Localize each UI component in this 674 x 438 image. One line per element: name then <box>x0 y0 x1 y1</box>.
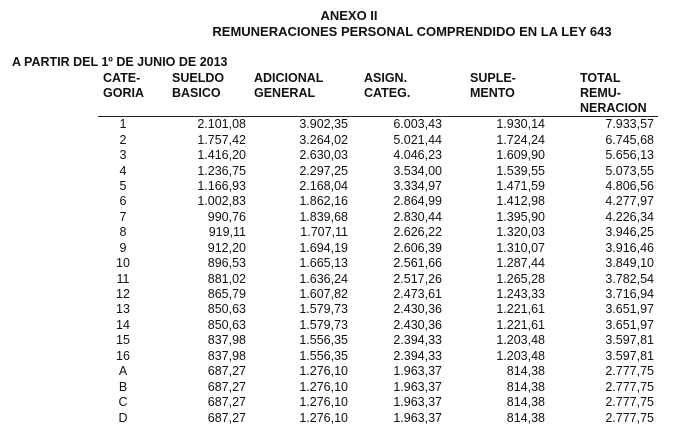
asign-categ-cell: 2.606,39 <box>393 240 442 255</box>
table-row <box>98 163 658 178</box>
sueldo-basico-cell: 687,27 <box>207 395 246 410</box>
asign-categ-cell: 6.003,43 <box>393 117 442 132</box>
total-remuneracion-cell: 3.651,97 <box>605 317 654 332</box>
table-row <box>98 256 658 271</box>
asign-categ-cell: 2.394,33 <box>393 333 442 348</box>
salary-table <box>98 69 658 426</box>
column-header-suplemento <box>454 69 554 117</box>
categoria-cell: 4 <box>119 163 127 178</box>
categoria-cell: 11 <box>116 271 130 286</box>
table-row <box>98 210 658 225</box>
table-row <box>98 318 658 333</box>
adicional-general-cell: 1.862,16 <box>299 194 348 209</box>
header-line: CATE- <box>103 71 141 85</box>
suplemento-cell: 1.395,90 <box>496 209 545 224</box>
header-line: REMU- <box>580 86 621 100</box>
total-remuneracion-cell: 3.597,81 <box>605 333 654 348</box>
asign-categ-cell: 2.430,36 <box>393 302 442 317</box>
table-row <box>98 364 658 379</box>
sueldo-basico-cell: 1.236,75 <box>197 163 246 178</box>
suplemento-cell: 814,38 <box>506 379 545 394</box>
asign-categ-cell: 2.430,36 <box>393 317 442 332</box>
sueldo-basico-cell: 837,98 <box>207 348 246 363</box>
suplemento-cell: 1.539,55 <box>496 163 545 178</box>
asign-categ-cell: 2.561,66 <box>393 256 442 271</box>
asign-categ-cell: 1.963,37 <box>393 395 442 410</box>
table-body <box>98 117 658 426</box>
total-remuneracion-cell: 4.806,56 <box>605 178 654 193</box>
adicional-general-cell: 1.556,35 <box>299 333 348 348</box>
header-line: TOTAL <box>580 71 621 85</box>
adicional-general-cell: 1.607,82 <box>299 287 348 302</box>
categoria-cell: 8 <box>119 225 127 240</box>
total-remuneracion-cell: 7.933,57 <box>605 117 654 132</box>
asign-categ-cell: 4.046,23 <box>393 148 442 163</box>
sueldo-basico-cell: 837,98 <box>207 333 246 348</box>
header-line: SUELDO <box>172 71 225 85</box>
suplemento-cell: 1.287,44 <box>496 256 545 271</box>
sueldo-basico-cell: 912,20 <box>207 240 246 255</box>
table-row <box>98 225 658 240</box>
adicional-general-cell: 1.839,68 <box>299 209 348 224</box>
suplemento-cell: 814,38 <box>506 364 545 379</box>
table-header-row <box>98 69 658 117</box>
column-header-asign-categ <box>356 69 454 117</box>
total-remuneracion-cell: 2.777,75 <box>605 379 654 394</box>
total-remuneracion-cell: 3.916,46 <box>605 240 654 255</box>
total-remuneracion-cell: 2.777,75 <box>605 364 654 379</box>
table-row <box>98 179 658 194</box>
adicional-general-cell: 1.579,73 <box>299 302 348 317</box>
table-row <box>98 117 658 133</box>
total-remuneracion-cell: 2.777,75 <box>605 395 654 410</box>
sueldo-basico-cell: 865,79 <box>207 287 246 302</box>
sueldo-basico-cell: 850,63 <box>207 317 246 332</box>
categoria-cell: C <box>118 395 128 410</box>
sueldo-basico-cell: 2.101,08 <box>197 117 246 132</box>
adicional-general-cell: 1.707,11 <box>300 225 348 240</box>
header-line: CATEG. <box>364 86 411 100</box>
total-remuneracion-cell: 4.277,97 <box>605 194 654 209</box>
asign-categ-cell: 2.864,99 <box>393 194 442 209</box>
header-line: ASIGN. <box>364 71 408 85</box>
header-line: ADICIONAL <box>254 71 324 85</box>
table-row <box>98 395 658 410</box>
categoria-cell: 13 <box>116 302 130 317</box>
table-row <box>98 302 658 317</box>
suplemento-cell: 1.310,07 <box>496 240 545 255</box>
total-remuneracion-cell: 5.656,13 <box>605 148 654 163</box>
adicional-general-cell: 3.902,35 <box>299 117 348 132</box>
suplemento-cell: 1.930,14 <box>496 117 545 132</box>
asign-categ-cell: 3.534,00 <box>393 163 442 178</box>
document-subtitle: REMUNERACIONES PERSONAL COMPRENDIDO EN LA LEY 643 <box>212 24 612 39</box>
asign-categ-cell: 1.963,37 <box>393 410 442 425</box>
adicional-general-cell: 1.276,10 <box>299 364 348 379</box>
total-remuneracion-cell: 4.226,34 <box>605 209 654 224</box>
asign-categ-cell: 1.963,37 <box>393 364 442 379</box>
suplemento-cell: 1.265,28 <box>496 271 545 286</box>
table-row <box>98 410 658 425</box>
header-line: GENERAL <box>254 86 316 100</box>
categoria-cell: 16 <box>116 348 130 363</box>
asign-categ-cell: 2.394,33 <box>393 348 442 363</box>
sueldo-basico-cell: 990,76 <box>207 209 246 224</box>
table-row <box>98 194 658 209</box>
adicional-general-cell: 2.630,03 <box>299 148 348 163</box>
adicional-general-cell: 2.168,04 <box>299 178 348 193</box>
table-row <box>98 241 658 256</box>
categoria-cell: 2 <box>119 132 127 147</box>
sueldo-basico-cell: 850,63 <box>207 302 246 317</box>
categoria-cell: 5 <box>119 178 127 193</box>
categoria-cell: 14 <box>116 317 130 332</box>
column-header-adicional-general <box>246 69 356 117</box>
total-remuneracion-cell: 3.849,10 <box>605 256 654 271</box>
total-remuneracion-cell: 3.716,94 <box>605 287 654 302</box>
categoria-cell: A <box>118 364 128 379</box>
categoria-cell: B <box>118 379 128 394</box>
header-line: BASICO <box>172 86 221 100</box>
total-remuneracion-cell: 3.651,97 <box>605 302 654 317</box>
suplemento-cell: 1.203,48 <box>496 333 545 348</box>
sueldo-basico-cell: 687,27 <box>207 410 246 425</box>
total-remuneracion-cell: 3.597,81 <box>605 348 654 363</box>
categoria-cell: 10 <box>116 256 130 271</box>
table-row <box>98 148 658 163</box>
adicional-general-cell: 1.276,10 <box>299 395 348 410</box>
asign-categ-cell: 2.517,26 <box>393 271 442 286</box>
categoria-cell: 6 <box>119 194 127 209</box>
suplemento-cell: 1.609,90 <box>496 148 545 163</box>
asign-categ-cell: 2.626,22 <box>393 225 442 240</box>
suplemento-cell: 1.203,48 <box>496 348 545 363</box>
categoria-cell: 9 <box>119 240 127 255</box>
document-title: ANEXO II <box>320 8 378 23</box>
adicional-general-cell: 1.276,10 <box>299 379 348 394</box>
column-header-total-remuneracion <box>554 69 658 117</box>
sueldo-basico-cell: 1.166,93 <box>197 178 246 193</box>
suplemento-cell: 1.320,03 <box>496 225 545 240</box>
asign-categ-cell: 2.830,44 <box>393 209 442 224</box>
categoria-cell: D <box>118 410 128 425</box>
categoria-cell: 7 <box>119 209 127 224</box>
suplemento-cell: 1.221,61 <box>496 317 545 332</box>
asign-categ-cell: 1.963,37 <box>393 379 442 394</box>
suplemento-cell: 1.221,61 <box>496 302 545 317</box>
sueldo-basico-cell: 881,02 <box>207 271 246 286</box>
table-row <box>98 271 658 286</box>
categoria-cell: 3 <box>119 148 127 163</box>
adicional-general-cell: 1.579,73 <box>299 317 348 332</box>
adicional-general-cell: 1.556,35 <box>299 348 348 363</box>
total-remuneracion-cell: 5.073,55 <box>605 163 654 178</box>
table-row <box>98 379 658 394</box>
column-header-sueldo-basico <box>156 69 246 117</box>
table-row <box>98 349 658 364</box>
sueldo-basico-cell: 687,27 <box>207 364 246 379</box>
sueldo-basico-cell: 896,53 <box>207 256 246 271</box>
asign-categ-cell: 2.473,61 <box>393 287 442 302</box>
column-header-categoria <box>98 69 156 117</box>
suplemento-cell: 1.471,59 <box>496 178 545 193</box>
adicional-general-cell: 1.276,10 <box>299 410 348 425</box>
sueldo-basico-cell: 919,11 <box>208 225 246 240</box>
table-row <box>98 132 658 147</box>
adicional-general-cell: 1.665,13 <box>299 256 348 271</box>
adicional-general-cell: 1.636,24 <box>299 271 348 286</box>
table-row <box>98 287 658 302</box>
sueldo-basico-cell: 1.757,42 <box>197 132 246 147</box>
categoria-cell: 15 <box>116 333 130 348</box>
total-remuneracion-cell: 6.745,68 <box>605 132 654 147</box>
total-remuneracion-cell: 2.777,75 <box>605 410 654 425</box>
total-remuneracion-cell: 3.946,25 <box>605 225 654 240</box>
categoria-cell: 1 <box>119 117 127 132</box>
header-line: SUPLE- <box>470 71 516 85</box>
suplemento-cell: 814,38 <box>506 395 545 410</box>
adicional-general-cell: 3.264,02 <box>299 132 348 147</box>
sueldo-basico-cell: 687,27 <box>207 379 246 394</box>
header-line: GORIA <box>103 86 144 100</box>
asign-categ-cell: 3.334,97 <box>393 178 442 193</box>
suplemento-cell: 1.243,33 <box>496 287 545 302</box>
sueldo-basico-cell: 1.002,83 <box>197 194 246 209</box>
header-line: NERACION <box>580 101 647 115</box>
effective-date-line: A PARTIR DEL 1º DE JUNIO DE 2013 <box>12 55 228 69</box>
adicional-general-cell: 2.297,25 <box>299 163 348 178</box>
adicional-general-cell: 1.694,19 <box>299 240 348 255</box>
sueldo-basico-cell: 1.416,20 <box>197 148 246 163</box>
table-row <box>98 333 658 348</box>
suplemento-cell: 1.412,98 <box>496 194 545 209</box>
asign-categ-cell: 5.021,44 <box>393 132 442 147</box>
header-line: MENTO <box>470 86 515 100</box>
total-remuneracion-cell: 3.782,54 <box>605 271 654 286</box>
suplemento-cell: 814,38 <box>506 410 545 425</box>
categoria-cell: 12 <box>116 287 130 302</box>
suplemento-cell: 1.724,24 <box>496 132 545 147</box>
